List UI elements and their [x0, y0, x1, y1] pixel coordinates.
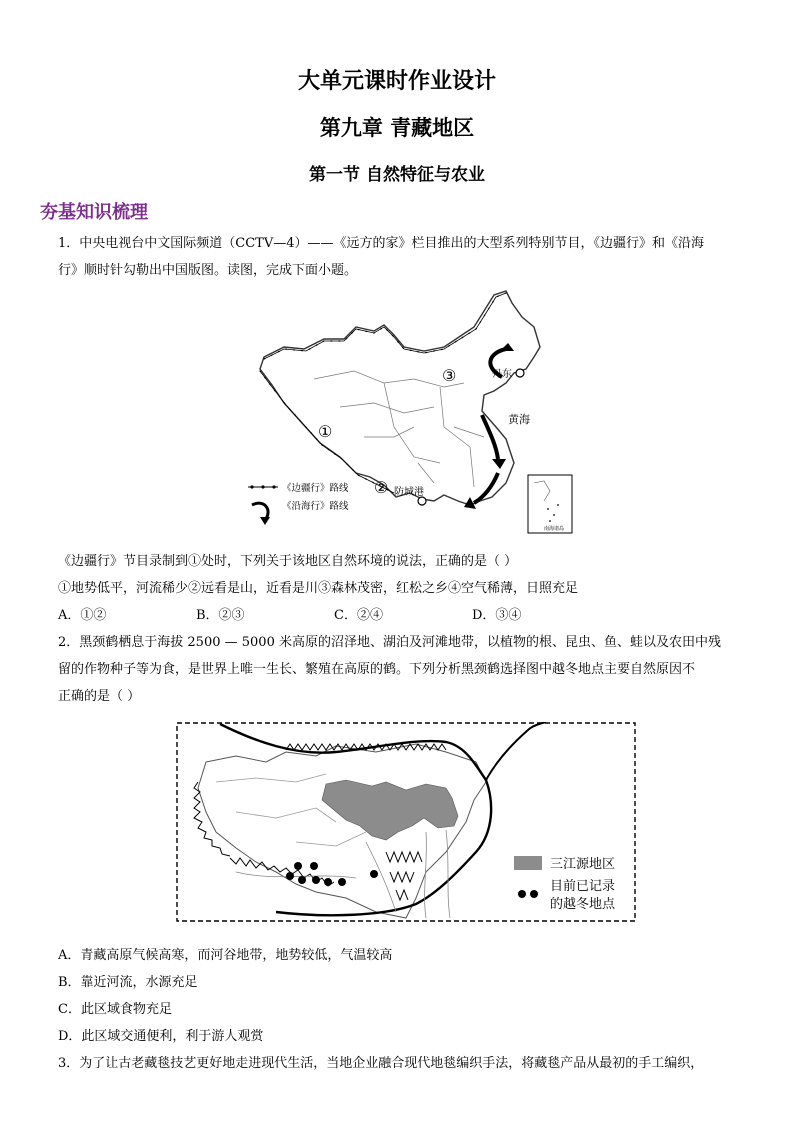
wintering-point [310, 862, 318, 870]
wintering-point [324, 878, 332, 886]
q1-stem-line2: 行》顺时针勾勒出中国版图。读图，完成下面小题。 [58, 263, 358, 278]
q2-option-d[interactable]: D．此区域交通便利，利于游人观赏 [58, 1029, 264, 1044]
q1-sub-stem: 《边疆行》节目录制到①处时，下列关于该地区自然环境的说法，正确的是（ ） [58, 554, 518, 569]
wintering-point [370, 870, 378, 878]
section-heading: 夯基知识梳理 [40, 202, 148, 223]
marker-1: ① [318, 422, 333, 441]
marker-2: ② [374, 478, 389, 497]
province-lines [314, 371, 484, 487]
legend-border-label: 《边疆行》路线 [282, 483, 349, 494]
q2-option-b[interactable]: B．靠近河流，水源充足 [58, 975, 198, 990]
dandong-point [516, 369, 524, 377]
legend-points-label-2: 的越冬地点 [550, 897, 616, 912]
wintering-point [286, 872, 294, 880]
q1-stem-line1: 1．中央电视台中文国际频道（CCTV—4）——《远方的家》栏目推出的大型系列特别节目，《边疆行》和《沿海 [58, 236, 704, 251]
border-route [260, 293, 506, 493]
document-title: 大单元课时作业设计 [297, 69, 496, 94]
q1-statements: ①地势低平，河流稀少②远看是山，近看是川③森林茂密，红松之乡④空气稀薄，日照充足 [58, 581, 579, 596]
q1-option-a[interactable]: A．①② [58, 608, 107, 623]
q3-stem-line1: 3．为了让古老藏毯技艺更好地走进现代生活，当地企业融合现代地毯编织手法，将藏毯产品从最初的手工编织， [58, 1056, 704, 1071]
q2-option-a[interactable]: A．青藏高原气候高寒，而河谷地带，地势较低，气温较高 [58, 948, 393, 963]
place-fangchenggang: 防城港 [394, 487, 424, 498]
legend-point-symbol [518, 890, 526, 898]
legend-sanjiangyuan-label: 三江源地区 [550, 857, 616, 872]
wintering-point [298, 876, 306, 884]
legend-sanjiangyuan-swatch [514, 856, 542, 870]
marker-3: ③ [442, 366, 457, 385]
q2-stem-line2: 留的作物种子等为食，是世界上唯一生长、繁殖在高原的鹤。下列分析黑颈鹤选择图中越冬地点主要自然原因不 [58, 662, 696, 677]
q1-option-d[interactable]: D．③④ [472, 608, 522, 623]
wintering-point [338, 878, 346, 886]
coast-route-arrow-mid [482, 415, 498, 459]
qinghai-tibet-map [176, 722, 636, 922]
q1-options [58, 603, 758, 629]
china-border-coast-map [244, 287, 580, 539]
wintering-point [312, 876, 320, 884]
q2-option-c[interactable]: C．此区域食物充足 [58, 1002, 172, 1017]
section-title: 第一节 自然特征与农业 [309, 165, 485, 185]
sea-huanghai: 黄海 [508, 413, 530, 426]
wintering-point [294, 862, 302, 870]
q1-option-c[interactable]: C．②④ [334, 608, 383, 623]
legend-coast-symbol [252, 503, 268, 519]
legend-points-label-1: 目前已记录 [550, 879, 616, 894]
q2-stem-line1: 2．黑颈鹤栖息于海拔 2500 — 5000 米高原的沼泽地、湖泊及河滩地带，以植物的根、昆虫、鱼、蛙以及农田中残 [58, 635, 721, 650]
place-dandong: 丹东 [492, 369, 512, 380]
legend-coast-label: 《沿海行》路线 [282, 501, 349, 512]
q1-option-b[interactable]: B．②③ [196, 608, 245, 623]
inset-label: 南海诸岛 [544, 526, 565, 532]
china-outline [260, 291, 540, 505]
fangchenggang-point [418, 497, 426, 505]
chapter-title: 第九章 青藏地区 [319, 116, 475, 140]
q2-stem-line3: 正确的是（ ） [58, 689, 141, 704]
south-china-sea-inset [528, 475, 572, 533]
